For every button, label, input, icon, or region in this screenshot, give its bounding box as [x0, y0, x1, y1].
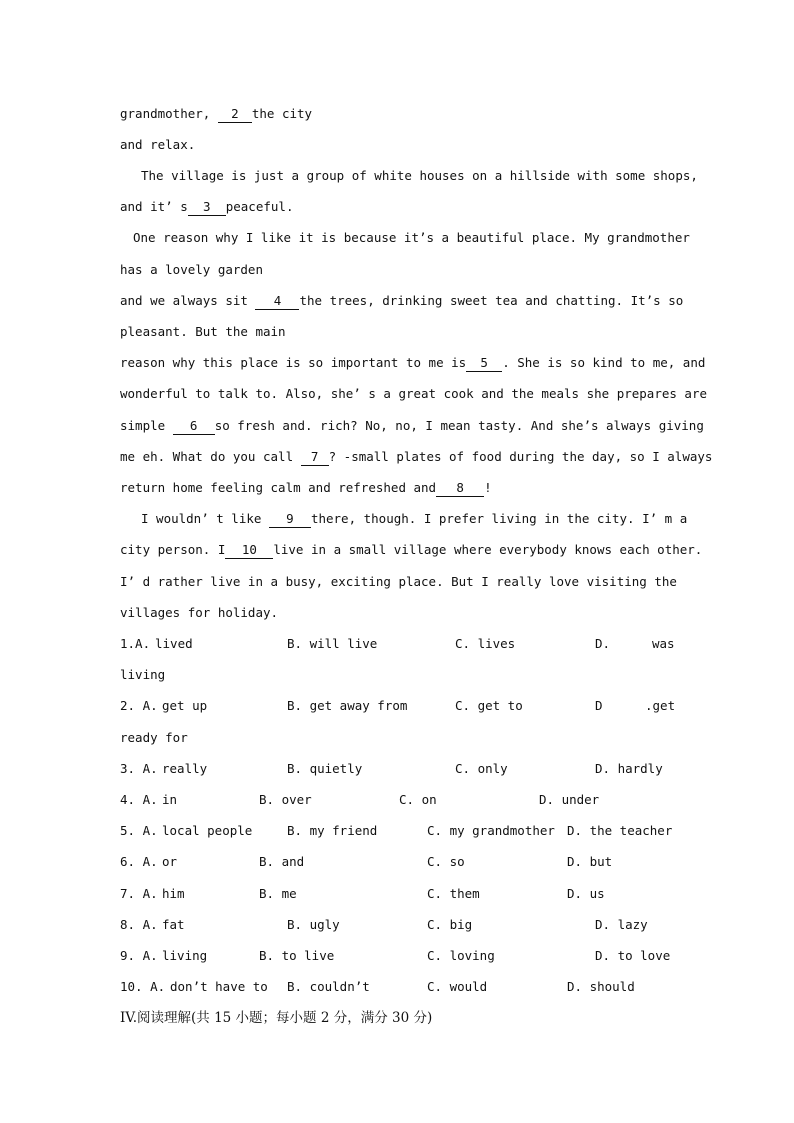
option-b: B. me — [259, 886, 297, 901]
question-number: 9. A. — [120, 948, 158, 963]
option-d-text: .get — [645, 698, 676, 713]
option-d-text: was — [652, 636, 675, 651]
option-a: or — [162, 854, 178, 869]
option-a: get up — [162, 698, 208, 713]
passage-line: grandmother, 2 the city — [120, 106, 313, 121]
option-a: lived — [155, 636, 193, 651]
passage-line: city person. I 10 live in a small village where everybody knows each other. — [120, 542, 703, 557]
option-b: B. couldn’t — [287, 979, 370, 994]
blank-3: 3 — [188, 199, 226, 216]
question-number: 8. A. — [120, 917, 158, 932]
question-number: 4. A. — [120, 792, 158, 807]
option-d: D. — [595, 636, 611, 651]
option-b: B. ugly — [287, 917, 340, 932]
passage-line: return home feeling calm and refreshed and 8 ! — [120, 480, 492, 495]
question-number: 10. A. — [120, 979, 166, 994]
option-c: C. loving — [427, 948, 495, 963]
question-row — [120, 946, 676, 966]
blank-9: 9 — [269, 511, 311, 528]
passage-line: and we always sit 4 the trees, drinking sweet tea and chatting. It’s so — [120, 293, 684, 308]
passage-line: simple 6 so fresh and. rich? No, no, I mean tasty. And she’s always giving — [120, 418, 704, 433]
question-number: 6. A. — [120, 854, 158, 869]
question-number: 1.A. — [120, 636, 151, 651]
question-row — [120, 634, 676, 654]
option-c: C. so — [427, 854, 465, 869]
option-b: B. will live — [287, 636, 378, 651]
option-c: C. get to — [455, 698, 523, 713]
option-d: D. hardly — [595, 761, 663, 776]
passage-line: wonderful to talk to. Also, she’ s a great cook and the meals she prepares are — [120, 386, 707, 401]
option-d: D. us — [567, 886, 605, 901]
option-c: C. big — [427, 917, 473, 932]
passage-line: I’ d rather live in a busy, exciting place. But I really love visiting the — [120, 574, 677, 589]
option-b: B. over — [259, 792, 312, 807]
question-row — [120, 759, 676, 779]
option-b: B. my friend — [287, 823, 378, 838]
passage-line: pleasant. But the main — [120, 324, 286, 339]
option-c: C. on — [399, 792, 437, 807]
option-d: D. under — [539, 792, 600, 807]
option-c: C. my grandmother — [427, 823, 555, 838]
passage-line: reason why this place is so important to me is 5 . She is so kind to me, and — [120, 355, 706, 370]
section-heading: IV.阅读理解(共 15 小题；每小题 2 分，满分 30 分) — [120, 1010, 433, 1026]
blank-7: 7 — [301, 449, 329, 466]
passage-line: has a lovely garden — [120, 262, 263, 277]
passage-line: villages for holiday. — [120, 605, 279, 620]
blank-4: 4 — [255, 293, 299, 310]
option-a: fat — [162, 917, 185, 932]
passage-line: and relax. — [120, 137, 196, 152]
question-wrap: living — [120, 667, 166, 682]
option-c: C. only — [455, 761, 508, 776]
option-c: C. them — [427, 886, 480, 901]
option-c: C. lives — [455, 636, 516, 651]
question-row — [120, 696, 676, 716]
blank-5: 5 — [466, 355, 502, 372]
option-a: living — [162, 948, 208, 963]
option-a: really — [162, 761, 208, 776]
passage-line: me eh. What do you call 7 ? -small plates of food during the day, so I always — [120, 449, 713, 464]
blank-6: 6 — [173, 418, 215, 435]
question-number: 2. A. — [120, 698, 158, 713]
option-d: D — [595, 698, 603, 713]
option-b: B. and — [259, 854, 305, 869]
question-row — [120, 852, 676, 872]
option-d: D. but — [567, 854, 613, 869]
question-row — [120, 790, 676, 810]
option-d: D. lazy — [595, 917, 648, 932]
question-row — [120, 977, 676, 997]
question-number: 3. A. — [120, 761, 158, 776]
option-d: D. to love — [595, 948, 671, 963]
option-d: D. the teacher — [567, 823, 673, 838]
question-row — [120, 915, 676, 935]
option-c: C. would — [427, 979, 488, 994]
passage-line: The village is just a group of white houses on a hillside with some shops, — [141, 168, 698, 183]
option-a: local people — [162, 823, 253, 838]
blank-2: 2 — [218, 106, 252, 123]
option-b: B. to live — [259, 948, 335, 963]
option-b: B. quietly — [287, 761, 363, 776]
question-number: 7. A. — [120, 886, 158, 901]
option-a: in — [162, 792, 178, 807]
passage-line: I wouldn’ t like 9 there, though. I prefer living in the city. I’ m a — [141, 511, 688, 526]
question-number: 5. A. — [120, 823, 158, 838]
question-row — [120, 884, 676, 904]
passage-line: and it’ s 3 peaceful. — [120, 199, 294, 214]
passage-line: One reason why I like it is because it’s a beautiful place. My grandmother — [133, 230, 690, 245]
blank-8: 8 — [436, 480, 484, 497]
option-a: him — [162, 886, 185, 901]
blank-10: 10 — [225, 542, 273, 559]
option-d: D. should — [567, 979, 635, 994]
question-row — [120, 821, 676, 841]
question-wrap: ready for — [120, 730, 188, 745]
option-b: B. get away from — [287, 698, 408, 713]
option-a: don’t have to — [170, 979, 268, 994]
